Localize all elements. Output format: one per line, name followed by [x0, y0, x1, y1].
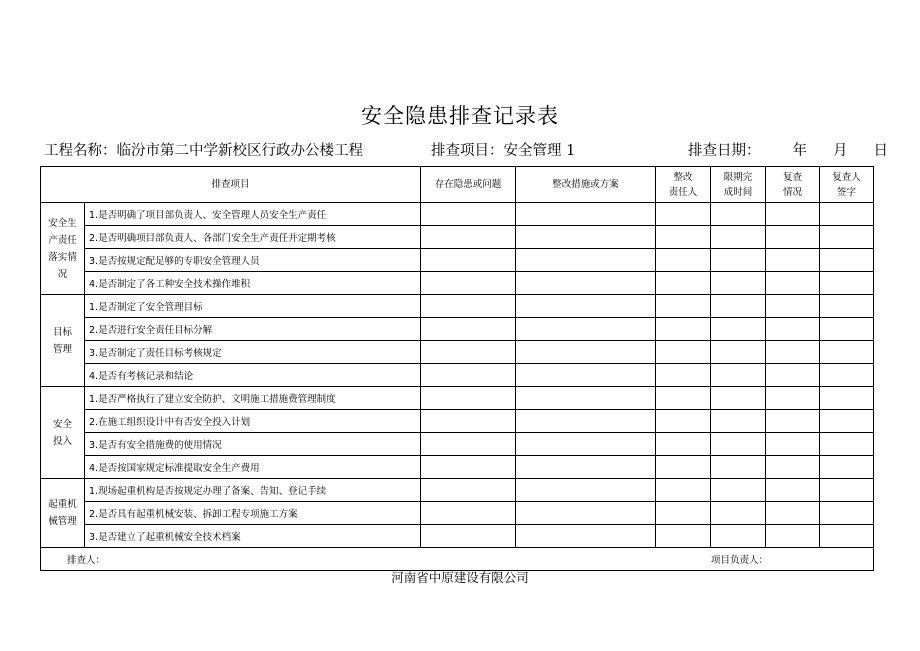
item-cell: 1.是否制定了安全管理目标 — [85, 295, 421, 318]
deadline-cell[interactable] — [711, 318, 766, 341]
measure-cell[interactable] — [516, 433, 656, 456]
hazard-cell[interactable] — [421, 479, 516, 502]
deadline-cell[interactable] — [711, 203, 766, 226]
recheck-cell[interactable] — [766, 410, 820, 433]
responsible-cell[interactable] — [656, 249, 711, 272]
signer-cell[interactable] — [820, 249, 874, 272]
hazard-cell[interactable] — [421, 249, 516, 272]
page-title: 安全隐患排查记录表 — [361, 104, 559, 128]
table-row — [41, 318, 874, 341]
deadline-cell[interactable] — [711, 272, 766, 295]
measure-cell[interactable] — [516, 226, 656, 249]
measure-cell[interactable] — [516, 318, 656, 341]
deadline-cell[interactable] — [711, 387, 766, 410]
category-cell — [41, 203, 85, 295]
hazard-cell[interactable] — [421, 525, 516, 548]
item-cell: 2.在施工组织设计中有否安全投入计划 — [85, 410, 421, 433]
deadline-cell[interactable] — [711, 226, 766, 249]
table-row — [41, 341, 874, 364]
responsible-cell[interactable] — [656, 479, 711, 502]
responsible-cell[interactable] — [656, 525, 711, 548]
deadline-cell[interactable] — [711, 479, 766, 502]
recheck-cell[interactable] — [766, 341, 820, 364]
deadline-cell[interactable] — [711, 249, 766, 272]
measure-cell[interactable] — [516, 502, 656, 525]
item-cell: 1.是否明确了项目部负责人、安全管理人员安全生产责任 — [85, 203, 421, 226]
table-row — [41, 295, 874, 318]
inspection-date — [688, 140, 888, 162]
item-cell: 2.是否具有起重机械安装、拆卸工程专项施工方案 — [85, 502, 421, 525]
deadline-cell[interactable] — [711, 295, 766, 318]
category-cell — [41, 295, 85, 387]
hazard-cell[interactable] — [421, 387, 516, 410]
hazard-cell[interactable] — [421, 341, 516, 364]
responsible-cell[interactable] — [656, 318, 711, 341]
signer-cell[interactable] — [820, 364, 874, 387]
hazard-cell[interactable] — [421, 433, 516, 456]
hazard-cell[interactable] — [421, 502, 516, 525]
measure-cell[interactable] — [516, 387, 656, 410]
category-line: 安全 — [52, 418, 72, 430]
table-row — [41, 387, 874, 410]
responsible-cell[interactable] — [656, 433, 711, 456]
responsible-cell[interactable] — [656, 387, 711, 410]
recheck-cell[interactable] — [766, 433, 820, 456]
item-cell: 2.是否明确项目部负责人、各部门安全生产责任并定期考核 — [85, 226, 421, 249]
inspector-label: 排查人： — [67, 555, 106, 566]
header-hazard: 存在隐患或问题 — [421, 167, 516, 203]
project-lead-label: 项目负责人： — [711, 555, 769, 566]
measure-cell[interactable] — [516, 295, 656, 318]
signer-cell[interactable] — [820, 433, 874, 456]
deadline-cell[interactable] — [711, 433, 766, 456]
category-line: 安全生 — [48, 217, 77, 229]
hazard-cell[interactable] — [421, 295, 516, 318]
table-header-row — [41, 167, 874, 203]
measure-cell[interactable] — [516, 249, 656, 272]
recheck-cell[interactable] — [766, 318, 820, 341]
table-row — [41, 203, 874, 226]
table-row — [41, 272, 874, 295]
recheck-cell[interactable] — [766, 502, 820, 525]
measure-cell[interactable] — [516, 341, 656, 364]
measure-cell[interactable] — [516, 525, 656, 548]
responsible-cell[interactable] — [656, 364, 711, 387]
table-row — [41, 502, 874, 525]
item-cell: 4.是否制定了各工种安全技术操作堆积 — [85, 272, 421, 295]
hazard-cell[interactable] — [421, 364, 516, 387]
signer-cell[interactable] — [820, 295, 874, 318]
project-name: 工程名称：临汾市第二中学新校区行政办公楼工程 — [44, 143, 363, 159]
category-line: 投入 — [52, 435, 72, 447]
header-measure: 整改措施或方案 — [516, 167, 656, 203]
responsible-cell[interactable] — [656, 203, 711, 226]
header-responsible: 整改 责任人 — [656, 167, 711, 203]
deadline-cell[interactable] — [711, 502, 766, 525]
responsible-cell[interactable] — [656, 341, 711, 364]
signer-cell[interactable] — [820, 456, 874, 479]
measure-cell[interactable] — [516, 272, 656, 295]
item-cell: 3.是否制定了责任目标考核规定 — [85, 341, 421, 364]
company-name: 河南省中原建设有限公司 — [391, 570, 529, 585]
signer-cell[interactable] — [820, 410, 874, 433]
hazard-cell[interactable] — [421, 272, 516, 295]
table-row — [41, 410, 874, 433]
table-row — [41, 479, 874, 502]
category-cell — [41, 479, 85, 548]
table-row — [41, 226, 874, 249]
recheck-cell[interactable] — [766, 479, 820, 502]
signer-cell[interactable] — [820, 387, 874, 410]
deadline-cell[interactable] — [711, 456, 766, 479]
signer-cell[interactable] — [820, 318, 874, 341]
inspection-table — [40, 166, 874, 571]
responsible-cell[interactable] — [656, 272, 711, 295]
measure-cell[interactable] — [516, 364, 656, 387]
item-cell: 2.是否进行安全责任目标分解 — [85, 318, 421, 341]
signer-cell[interactable] — [820, 272, 874, 295]
deadline-cell[interactable] — [711, 364, 766, 387]
recheck-cell[interactable] — [766, 295, 820, 318]
recheck-cell[interactable] — [766, 249, 820, 272]
recheck-cell[interactable] — [766, 364, 820, 387]
category-line: 目标 — [52, 326, 72, 338]
category-line: 况 — [57, 268, 68, 280]
deadline-cell[interactable] — [711, 410, 766, 433]
recheck-cell[interactable] — [766, 456, 820, 479]
item-cell: 1.是否严格执行了建立安全防护、文明施工措施费管理制度 — [85, 387, 421, 410]
hazard-cell[interactable] — [421, 318, 516, 341]
date-year: 年 — [792, 143, 807, 159]
table-body — [41, 203, 874, 548]
table-row — [41, 364, 874, 387]
signer-cell[interactable] — [820, 341, 874, 364]
table-row — [41, 433, 874, 456]
recheck-cell[interactable] — [766, 387, 820, 410]
category-line: 起重机 — [48, 499, 77, 510]
signer-cell[interactable] — [820, 479, 874, 502]
header-item: 排查项目 — [41, 167, 421, 203]
measure-cell[interactable] — [516, 479, 656, 502]
signer-cell[interactable] — [820, 502, 874, 525]
deadline-cell[interactable] — [711, 525, 766, 548]
measure-cell[interactable] — [516, 203, 656, 226]
signer-cell[interactable] — [820, 226, 874, 249]
header-recheck: 复查 情况 — [766, 167, 820, 203]
recheck-cell[interactable] — [766, 226, 820, 249]
hazard-cell[interactable] — [421, 203, 516, 226]
category-line: 管理 — [52, 343, 72, 355]
hazard-cell[interactable] — [421, 410, 516, 433]
inspection-item: 排查项目：安全管理 1 — [431, 143, 576, 159]
hazard-cell[interactable] — [421, 226, 516, 249]
date-day: 日 — [873, 143, 888, 159]
header-signer: 复查人 签字 — [820, 167, 874, 203]
category-line: 落实情 — [48, 251, 77, 263]
responsible-cell[interactable] — [656, 456, 711, 479]
table-row — [41, 249, 874, 272]
category-line: 械管理 — [48, 516, 77, 527]
responsible-cell[interactable] — [656, 226, 711, 249]
signer-cell[interactable] — [820, 203, 874, 226]
date-month: 月 — [833, 143, 848, 159]
category-line: 产责任 — [48, 234, 77, 246]
header-deadline: 限期完 成时间 — [711, 167, 766, 203]
recheck-cell[interactable] — [766, 203, 820, 226]
hazard-cell[interactable] — [421, 456, 516, 479]
recheck-cell[interactable] — [766, 525, 820, 548]
table-row — [41, 456, 874, 479]
item-cell: 3.是否建立了起重机械安全技术档案 — [85, 525, 421, 548]
recheck-cell[interactable] — [766, 272, 820, 295]
category-cell — [41, 387, 85, 479]
item-cell: 4.是否按国家规定标准提取安全生产费用 — [85, 456, 421, 479]
deadline-cell[interactable] — [711, 341, 766, 364]
table-row — [41, 525, 874, 548]
responsible-cell[interactable] — [656, 502, 711, 525]
measure-cell[interactable] — [516, 456, 656, 479]
signer-cell[interactable] — [820, 525, 874, 548]
responsible-cell[interactable] — [656, 295, 711, 318]
date-label: 排查日期： — [688, 143, 761, 159]
measure-cell[interactable] — [516, 410, 656, 433]
item-cell: 1.现场起重机构是否按规定办理了备案、告知、登记手续 — [85, 479, 421, 502]
item-cell: 3.是否有安全措施费的使用情况 — [85, 433, 421, 456]
responsible-cell[interactable] — [656, 410, 711, 433]
item-cell: 4.是否有考核记录和结论 — [85, 364, 421, 387]
item-cell: 3.是否按规定配足够的专职安全管理人员 — [85, 249, 421, 272]
